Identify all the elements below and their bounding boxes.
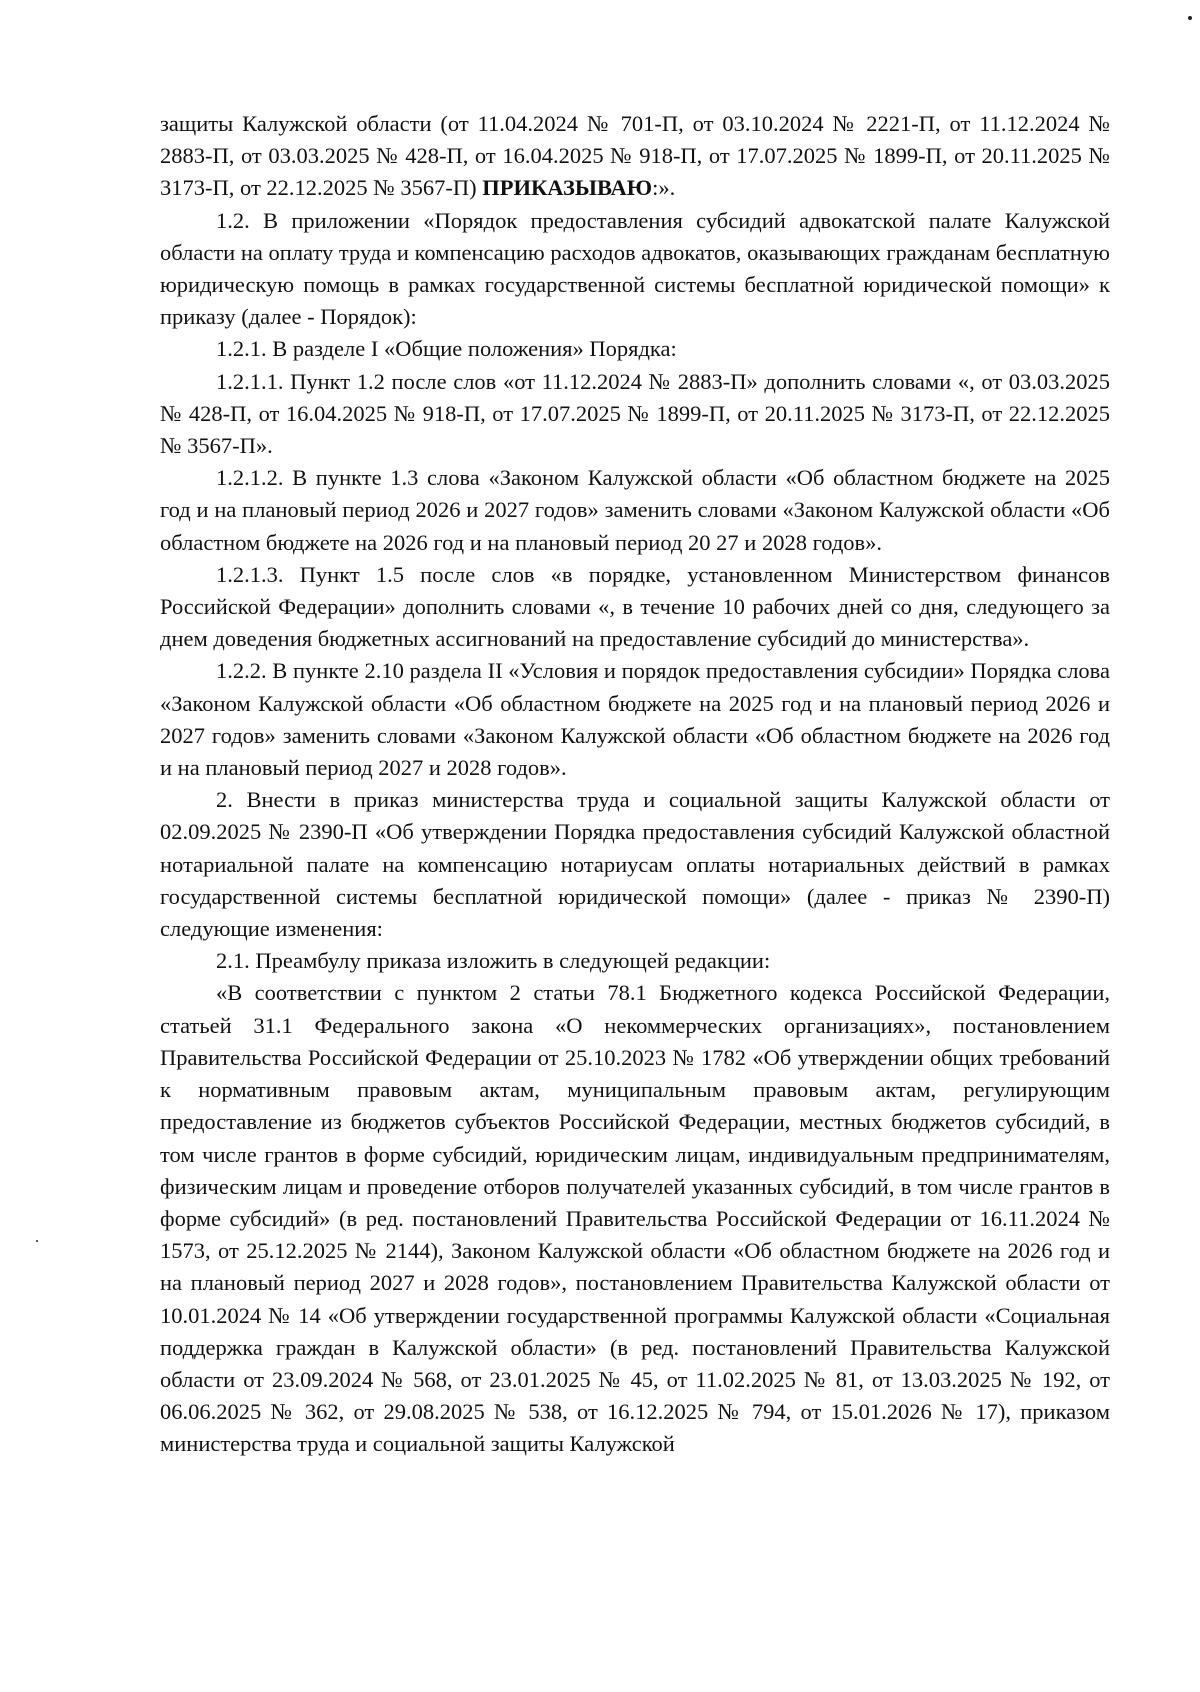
scan-speck (1188, 16, 1192, 20)
paragraph-1-2-1-2: 1.2.1.2. В пункте 1.3 слова «Законом Калужской области «Об областном бюджете на 2025 год и на плановый период 2026 и 2027 годов» заменить словами «Законом Калужской области «Об областном бюджете на 2026 год и на плановый период 20 27 и 2028 годов». (160, 465, 1110, 555)
paragraph-continuation: защиты Калужской области (от 11.04.2024 № 701-П, от 03.10.2024 № 2221-П, от 11.12.2024 № 2883-П, от 03.03.2025 № 428-П, от 16.04.2025 № 918-П, от 17.07.2025 № 1899-П, от 20.11.2025 № 3173-П, от 22.12.2025 № 3567-П) ПРИКАЗЫВАЮ:». (160, 111, 1110, 201)
scan-speck (36, 1240, 38, 1242)
paragraph-2: 2. Внести в приказ министерства труда и социальной защиты Калужской области от 02.09.2025 № 2390-П «Об утверждении Порядка предоставления субсидий Калужской областной нотариальной палате на компенсацию нотариусам оплаты нотариальных действий в рамках государственной системы бесплатной юридической помощи» (далее - приказ № 2390-П) следующие изменения: (160, 787, 1110, 942)
order-keyword: ПРИКАЗЫВАЮ (482, 175, 653, 201)
paragraph-1-2-1-1: 1.2.1.1. Пункт 1.2 после слов «от 11.12.2024 № 2883-П» дополнить словами «, от 03.03.2025 № 428-П, от 16.04.2025 № 918-П, от 17.07.2025 № 1899-П, от 20.11.2025 № 3173-П, от 22.12.2025 № 3567-П». (160, 368, 1110, 459)
document-body (160, 108, 1110, 1461)
paragraph-1-2-2: 1.2.2. В пункте 2.10 раздела II «Условия и порядок предоставления субсидии» Порядка слова «Законом Калужской области «Об областном бюджете на 2025 год и на плановый период 2026 и 2027 годов» заменить словами «Законом Калужской области «Об областном бюджете на 2026 год и на плановый период 2027 и 2028 годов». (160, 658, 1110, 781)
paragraph-preamble: «В соответствии с пунктом 2 статьи 78.1 Бюджетного кодекса Российской Федерации, статьей 31.1 Федерального закона «О некоммерческих организациях», постановлением Правительства Российской Федерации от 25.10.2023 № 1782 «Об утверждении общих требований к нормативным правовым актам, муниципальным правовым актам, регулирующим предоставление из бюджетов субъектов Российской Федерации, местных бюджетов субсидий, в том числе грантов в форме субсидий, юридическим лицам, индивидуальным предпринимателям, физическим лицам и проведение отборов получателей указанных субсидий, в том числе грантов в форме субсидий» (в ред. постановлений Правительства Российской Федерации от 16.11.2024 № 1573, от 25.12.2025 № 2144), Законом Калужской области «Об областном бюджете на 2026 год и на плановый период 2027 и 2028 годов», постановлением Правительства Калужской области от 10.01.2024 № 14 «Об утверждении государственной программы Калужской области «Социальная поддержка граждан в Калужской области» (в ред. постановлений Правительства Калужской области от 23.09.2024 № 568, от 23.01.2025 № 45, от 11.02.2025 № 81, от 13.03.2025 № 192, от 06.06.2025 № 362, от 29.08.2025 № 538, от 16.12.2025 № 794, от 15.01.2026 № 17), приказом министерства труда и социальной защиты Калужской (160, 980, 1110, 1457)
paragraph-1-2-1-3: 1.2.1.3. Пункт 1.5 после слов «в порядке, установленном Министерством финансов Российской Федерации» дополнить словами «, в течение 10 рабочих дней со дня, следующего за днем доведения бюджетных ассигнований на предоставление субсидий до министерства». (160, 561, 1110, 652)
paragraph-1-2: 1.2. В приложении «Порядок предоставления субсидий адвокатской палате Калужской области на оплату труда и компенсацию расходов адвокатов, оказывающих гражданам бесплатную юридическую помощь в рамках государственной системы бесплатной юридической помощи» к приказу (далее - Порядок): (160, 207, 1110, 330)
paragraph-1-2-1: 1.2.1. В разделе I «Общие положения» Порядка: (216, 336, 677, 362)
paragraph-2-1: 2.1. Преамбулу приказа изложить в следующей редакции: (216, 948, 771, 974)
